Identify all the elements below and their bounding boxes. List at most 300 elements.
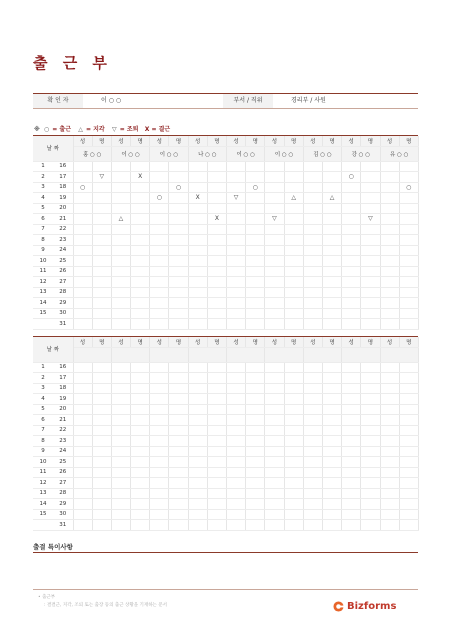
attendance-cell[interactable] [207,172,226,183]
attendance-cell[interactable] [73,161,92,172]
attendance-cell[interactable] [92,214,111,225]
attendance-cell[interactable] [169,436,188,447]
attendance-cell[interactable] [342,404,361,415]
attendance-cell[interactable] [380,319,399,330]
attendance-cell[interactable] [92,245,111,256]
attendance-cell[interactable] [207,488,226,499]
attendance-cell[interactable] [73,235,92,246]
attendance-cell[interactable] [284,172,303,183]
attendance-cell[interactable] [342,277,361,288]
attendance-cell[interactable] [284,404,303,415]
attendance-cell[interactable] [73,214,92,225]
attendance-cell[interactable] [188,161,207,172]
attendance-cell[interactable] [73,394,92,405]
attendance-cell[interactable] [265,520,284,531]
attendance-cell[interactable] [303,256,322,267]
attendance-cell[interactable] [246,319,265,330]
attendance-cell[interactable] [131,520,150,531]
attendance-cell[interactable] [303,467,322,478]
attendance-cell[interactable] [227,415,246,426]
attendance-cell[interactable] [111,182,130,193]
attendance-cell[interactable] [150,214,169,225]
attendance-cell[interactable] [150,457,169,468]
attendance-cell[interactable] [111,214,130,225]
attendance-cell[interactable] [265,245,284,256]
attendance-cell[interactable] [131,235,150,246]
attendance-cell[interactable] [188,404,207,415]
attendance-cell[interactable] [207,277,226,288]
attendance-cell[interactable] [207,415,226,426]
attendance-cell[interactable] [361,287,380,298]
attendance-cell[interactable] [322,415,341,426]
attendance-cell[interactable] [207,203,226,214]
attendance-cell[interactable] [284,394,303,405]
attendance-cell[interactable] [361,509,380,520]
attendance-cell[interactable] [150,256,169,267]
attendance-cell[interactable] [303,235,322,246]
attendance-cell[interactable] [227,266,246,277]
attendance-cell[interactable] [399,224,418,235]
attendance-cell[interactable] [342,478,361,489]
attendance-cell[interactable] [322,467,341,478]
attendance-cell[interactable] [303,488,322,499]
attendance-cell[interactable] [303,446,322,457]
attendance-cell[interactable] [342,308,361,319]
attendance-cell[interactable] [342,425,361,436]
attendance-cell[interactable] [150,425,169,436]
attendance-cell[interactable] [399,245,418,256]
attendance-cell[interactable] [361,161,380,172]
attendance-cell[interactable] [322,436,341,447]
attendance-cell[interactable] [265,394,284,405]
attendance-cell[interactable] [380,256,399,267]
attendance-cell[interactable] [92,256,111,267]
attendance-cell[interactable] [246,172,265,183]
attendance-cell[interactable] [265,182,284,193]
attendance-cell[interactable] [303,457,322,468]
attendance-cell[interactable] [399,235,418,246]
attendance-cell[interactable] [246,488,265,499]
attendance-cell[interactable] [131,319,150,330]
attendance-cell[interactable] [399,161,418,172]
attendance-cell[interactable] [73,203,92,214]
attendance-cell[interactable] [92,436,111,447]
attendance-cell[interactable] [284,478,303,489]
attendance-cell[interactable] [265,235,284,246]
attendance-cell[interactable] [73,256,92,267]
attendance-cell[interactable] [73,404,92,415]
attendance-cell[interactable] [188,499,207,510]
attendance-cell[interactable] [73,319,92,330]
attendance-cell[interactable] [303,415,322,426]
attendance-cell[interactable] [169,520,188,531]
attendance-cell[interactable] [303,214,322,225]
attendance-cell[interactable] [188,203,207,214]
attendance-cell[interactable] [342,182,361,193]
attendance-cell[interactable] [73,467,92,478]
attendance-cell[interactable] [265,446,284,457]
attendance-cell[interactable] [207,478,226,489]
attendance-cell[interactable] [284,499,303,510]
attendance-cell[interactable] [92,319,111,330]
attendance-cell[interactable] [169,203,188,214]
attendance-cell[interactable] [246,457,265,468]
attendance-cell[interactable] [131,499,150,510]
attendance-cell[interactable] [265,457,284,468]
attendance-cell[interactable] [111,383,130,394]
attendance-cell[interactable] [188,394,207,405]
attendance-cell[interactable] [380,277,399,288]
attendance-cell[interactable] [399,214,418,225]
attendance-cell[interactable] [227,287,246,298]
attendance-cell[interactable] [207,436,226,447]
attendance-cell[interactable] [188,245,207,256]
attendance-cell[interactable] [399,256,418,267]
attendance-cell[interactable] [380,214,399,225]
attendance-cell[interactable] [361,172,380,183]
attendance-cell[interactable] [111,256,130,267]
attendance-cell[interactable] [73,193,92,204]
attendance-cell[interactable] [284,214,303,225]
attendance-cell[interactable] [246,161,265,172]
attendance-cell[interactable] [92,287,111,298]
attendance-cell[interactable] [284,520,303,531]
attendance-cell[interactable] [111,193,130,204]
attendance-cell[interactable] [92,520,111,531]
attendance-cell[interactable] [322,224,341,235]
attendance-cell[interactable] [322,298,341,309]
attendance-cell[interactable] [169,172,188,183]
attendance-cell[interactable] [265,499,284,510]
attendance-cell[interactable] [265,467,284,478]
attendance-cell[interactable] [246,436,265,447]
attendance-cell[interactable] [380,520,399,531]
attendance-cell[interactable] [131,203,150,214]
attendance-cell[interactable] [92,308,111,319]
attendance-cell[interactable] [380,266,399,277]
attendance-cell[interactable] [380,245,399,256]
attendance-cell[interactable] [111,520,130,531]
attendance-cell[interactable] [246,298,265,309]
attendance-cell[interactable] [246,499,265,510]
attendance-cell[interactable] [188,383,207,394]
attendance-cell[interactable] [399,478,418,489]
attendance-cell[interactable] [361,436,380,447]
attendance-cell[interactable] [265,256,284,267]
attendance-cell[interactable] [399,373,418,384]
attendance-cell[interactable] [111,488,130,499]
attendance-cell[interactable] [150,287,169,298]
attendance-cell[interactable] [92,509,111,520]
attendance-cell[interactable] [399,467,418,478]
attendance-cell[interactable] [265,488,284,499]
attendance-cell[interactable] [322,203,341,214]
attendance-cell[interactable] [284,193,303,204]
attendance-cell[interactable] [284,277,303,288]
attendance-cell[interactable] [265,373,284,384]
attendance-cell[interactable] [227,509,246,520]
attendance-cell[interactable] [131,266,150,277]
attendance-cell[interactable] [380,224,399,235]
attendance-cell[interactable] [303,203,322,214]
attendance-cell[interactable] [131,308,150,319]
attendance-cell[interactable] [131,478,150,489]
attendance-cell[interactable] [227,394,246,405]
attendance-cell[interactable] [265,287,284,298]
attendance-cell[interactable] [150,245,169,256]
attendance-cell[interactable] [111,235,130,246]
attendance-cell[interactable] [169,287,188,298]
attendance-cell[interactable] [150,383,169,394]
attendance-cell[interactable] [227,245,246,256]
attendance-cell[interactable] [303,319,322,330]
attendance-cell[interactable] [227,308,246,319]
attendance-cell[interactable] [303,266,322,277]
attendance-cell[interactable] [399,319,418,330]
attendance-cell[interactable] [303,478,322,489]
attendance-cell[interactable] [342,298,361,309]
attendance-cell[interactable] [131,277,150,288]
attendance-cell[interactable] [207,383,226,394]
attendance-cell[interactable] [207,224,226,235]
attendance-cell[interactable] [322,172,341,183]
attendance-cell[interactable] [111,394,130,405]
attendance-cell[interactable] [131,446,150,457]
attendance-cell[interactable] [361,467,380,478]
attendance-cell[interactable] [284,425,303,436]
attendance-cell[interactable] [73,287,92,298]
attendance-cell[interactable] [303,436,322,447]
attendance-cell[interactable] [380,287,399,298]
attendance-cell[interactable] [207,319,226,330]
attendance-cell[interactable] [265,362,284,373]
attendance-cell[interactable] [150,362,169,373]
attendance-cell[interactable] [380,193,399,204]
attendance-cell[interactable] [303,425,322,436]
attendance-cell[interactable] [246,520,265,531]
attendance-cell[interactable] [92,266,111,277]
attendance-cell[interactable] [342,415,361,426]
attendance-cell[interactable] [111,362,130,373]
attendance-cell[interactable] [284,457,303,468]
attendance-cell[interactable] [227,298,246,309]
attendance-cell[interactable] [322,425,341,436]
attendance-cell[interactable] [265,415,284,426]
attendance-cell[interactable] [361,520,380,531]
attendance-cell[interactable] [73,425,92,436]
attendance-cell[interactable] [92,373,111,384]
attendance-cell[interactable] [322,308,341,319]
attendance-cell[interactable] [322,245,341,256]
attendance-cell[interactable] [150,404,169,415]
attendance-cell[interactable] [227,319,246,330]
attendance-cell[interactable] [207,245,226,256]
attendance-cell[interactable] [284,287,303,298]
attendance-cell[interactable] [246,383,265,394]
attendance-cell[interactable] [73,457,92,468]
attendance-cell[interactable] [188,467,207,478]
attendance-cell[interactable] [265,308,284,319]
attendance-cell[interactable] [169,509,188,520]
attendance-cell[interactable] [131,161,150,172]
attendance-cell[interactable] [342,446,361,457]
attendance-cell[interactable] [92,193,111,204]
attendance-cell[interactable] [73,488,92,499]
attendance-cell[interactable] [284,383,303,394]
attendance-cell[interactable] [361,425,380,436]
attendance-cell[interactable] [111,203,130,214]
attendance-cell[interactable] [169,298,188,309]
attendance-cell[interactable] [265,436,284,447]
attendance-cell[interactable] [169,467,188,478]
attendance-cell[interactable] [284,362,303,373]
attendance-cell[interactable] [284,436,303,447]
attendance-cell[interactable] [342,161,361,172]
attendance-cell[interactable] [380,235,399,246]
attendance-cell[interactable] [399,287,418,298]
attendance-cell[interactable] [361,298,380,309]
attendance-cell[interactable] [361,224,380,235]
attendance-cell[interactable] [207,193,226,204]
attendance-cell[interactable] [380,308,399,319]
attendance-cell[interactable] [342,509,361,520]
attendance-cell[interactable] [111,425,130,436]
attendance-cell[interactable] [150,415,169,426]
attendance-cell[interactable] [361,383,380,394]
attendance-cell[interactable] [92,224,111,235]
attendance-cell[interactable] [399,172,418,183]
attendance-cell[interactable] [399,308,418,319]
attendance-cell[interactable] [303,373,322,384]
attendance-cell[interactable] [361,457,380,468]
attendance-cell[interactable] [399,446,418,457]
attendance-cell[interactable] [246,467,265,478]
attendance-cell[interactable] [399,298,418,309]
attendance-cell[interactable] [265,266,284,277]
attendance-cell[interactable] [131,182,150,193]
attendance-cell[interactable] [227,373,246,384]
attendance-cell[interactable] [303,499,322,510]
attendance-cell[interactable] [399,499,418,510]
attendance-cell[interactable] [150,298,169,309]
attendance-cell[interactable] [342,266,361,277]
attendance-cell[interactable] [303,308,322,319]
attendance-cell[interactable] [111,404,130,415]
attendance-cell[interactable] [188,277,207,288]
attendance-cell[interactable] [150,319,169,330]
attendance-cell[interactable] [361,373,380,384]
attendance-cell[interactable] [303,287,322,298]
attendance-cell[interactable] [92,457,111,468]
attendance-cell[interactable] [169,245,188,256]
attendance-cell[interactable] [284,298,303,309]
attendance-cell[interactable] [246,509,265,520]
attendance-cell[interactable] [361,193,380,204]
attendance-cell[interactable] [73,520,92,531]
attendance-cell[interactable] [342,224,361,235]
attendance-cell[interactable] [246,224,265,235]
attendance-cell[interactable] [246,214,265,225]
attendance-cell[interactable] [322,287,341,298]
attendance-cell[interactable] [111,277,130,288]
attendance-cell[interactable] [227,203,246,214]
attendance-cell[interactable] [111,415,130,426]
attendance-cell[interactable] [73,446,92,457]
attendance-cell[interactable] [131,509,150,520]
attendance-cell[interactable] [246,287,265,298]
attendance-cell[interactable] [207,520,226,531]
attendance-cell[interactable] [361,478,380,489]
attendance-cell[interactable] [342,245,361,256]
attendance-cell[interactable] [399,425,418,436]
attendance-cell[interactable] [111,224,130,235]
attendance-cell[interactable] [380,172,399,183]
attendance-cell[interactable] [399,520,418,531]
attendance-cell[interactable] [131,373,150,384]
attendance-cell[interactable] [265,214,284,225]
attendance-cell[interactable] [111,245,130,256]
attendance-cell[interactable] [361,362,380,373]
attendance-cell[interactable] [342,203,361,214]
attendance-cell[interactable] [73,415,92,426]
attendance-cell[interactable] [73,182,92,193]
attendance-cell[interactable] [361,277,380,288]
attendance-cell[interactable] [342,373,361,384]
attendance-cell[interactable] [150,520,169,531]
attendance-cell[interactable] [342,394,361,405]
attendance-cell[interactable] [380,203,399,214]
attendance-cell[interactable] [303,404,322,415]
attendance-cell[interactable] [265,383,284,394]
attendance-cell[interactable] [322,499,341,510]
attendance-cell[interactable] [227,425,246,436]
attendance-cell[interactable] [188,319,207,330]
attendance-cell[interactable] [342,256,361,267]
attendance-cell[interactable] [246,203,265,214]
attendance-cell[interactable] [111,478,130,489]
attendance-cell[interactable] [342,520,361,531]
attendance-cell[interactable] [322,373,341,384]
attendance-cell[interactable] [73,298,92,309]
attendance-cell[interactable] [150,266,169,277]
attendance-cell[interactable] [207,509,226,520]
attendance-cell[interactable] [265,404,284,415]
attendance-cell[interactable] [188,436,207,447]
attendance-cell[interactable] [342,488,361,499]
attendance-cell[interactable] [342,457,361,468]
attendance-cell[interactable] [227,467,246,478]
attendance-cell[interactable] [150,446,169,457]
attendance-cell[interactable] [131,425,150,436]
attendance-cell[interactable] [361,319,380,330]
attendance-cell[interactable] [73,436,92,447]
attendance-cell[interactable] [399,488,418,499]
attendance-cell[interactable] [150,172,169,183]
attendance-cell[interactable] [131,383,150,394]
attendance-cell[interactable] [227,214,246,225]
attendance-cell[interactable] [169,383,188,394]
attendance-cell[interactable] [188,193,207,204]
attendance-cell[interactable] [303,193,322,204]
attendance-cell[interactable] [92,161,111,172]
attendance-cell[interactable] [92,172,111,183]
attendance-cell[interactable] [150,509,169,520]
attendance-cell[interactable] [207,266,226,277]
attendance-cell[interactable] [207,308,226,319]
attendance-cell[interactable] [246,478,265,489]
attendance-cell[interactable] [303,277,322,288]
attendance-cell[interactable] [150,193,169,204]
